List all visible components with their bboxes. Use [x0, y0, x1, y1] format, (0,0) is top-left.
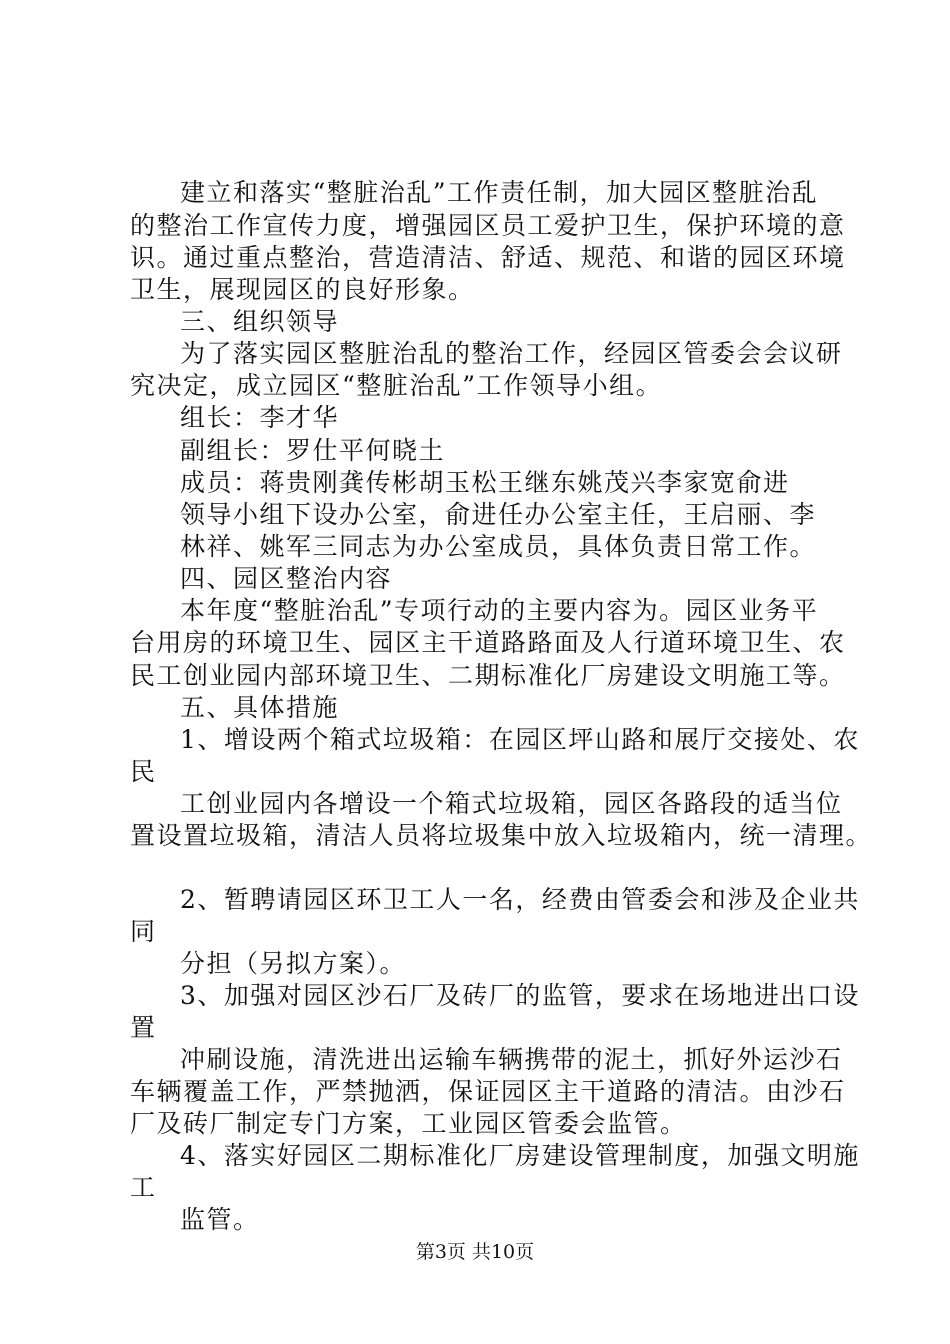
- paragraph-line: 台用房的环境卫生、园区主干道路路面及人行道环境卫生、农: [130, 628, 846, 657]
- paragraph-line: 4、落实好园区二期标准化厂房建设管理制度，加强文明施: [180, 1141, 860, 1170]
- paragraph-line: 民工创业园内部环境卫生、二期标准化厂房建设文明施工等。: [130, 661, 846, 690]
- paragraph-line: 3、加强对园区沙石厂及砖厂的监管，要求在场地进出口设: [180, 981, 860, 1010]
- paragraph-line: 副组长：罗仕平何晓土: [180, 436, 446, 465]
- paragraph-line: 工: [130, 1173, 157, 1202]
- paragraph-line: 厂及砖厂制定专门方案，工业园区管委会监管。: [130, 1109, 687, 1138]
- paragraph-line: 组长：李才华: [180, 403, 340, 432]
- page-number-footer: 第3页 共10页: [415, 1241, 535, 1263]
- paragraph-line: 究决定，成立园区“整脏治乱”工作领导小组。: [130, 371, 663, 400]
- paragraph-line: 领导小组下设办公室，俞进任办公室主任，王启丽、李: [180, 500, 817, 529]
- section-heading: 四、园区整治内容: [180, 564, 393, 593]
- paragraph-line: 的整治工作宣传力度，增强园区员工爱护卫生，保护环境的意: [130, 211, 846, 240]
- paragraph-line: 为了落实园区整脏治乱的整治工作，经园区管委会会议研: [180, 339, 843, 368]
- paragraph-line: 置设置垃圾箱，清洁人员将垃圾集中放入垃圾箱内，统一清理。: [130, 821, 873, 850]
- paragraph-line: 1、增设两个箱式垃圾箱：在园区坪山路和展厅交接处、农: [180, 725, 860, 754]
- paragraph-line: 监管。: [180, 1205, 260, 1234]
- paragraph-line: 冲刷设施，清洗进出运输车辆携带的泥土，抓好外运沙石: [180, 1045, 843, 1074]
- paragraph-line: 工创业园内各增设一个箱式垃圾箱，园区各路段的适当位: [180, 789, 843, 818]
- paragraph-line: 2、暂聘请园区环卫工人一名，经费由管委会和涉及企业共: [180, 885, 860, 914]
- paragraph-line: 车辆覆盖工作，严禁抛洒，保证园区主干道路的清洁。由沙石: [130, 1077, 846, 1106]
- paragraph-line: 同: [130, 917, 157, 946]
- paragraph-line: 分担（另拟方案）。: [180, 949, 407, 978]
- section-heading: 三、组织领导: [180, 307, 340, 336]
- section-heading: 五、具体措施: [180, 693, 340, 722]
- paragraph-line: 识。通过重点整治，营造清洁、舒适、规范、和谐的园区环境: [130, 243, 846, 272]
- paragraph-line: 本年度“整脏治乱”专项行动的主要内容为。园区业务平: [180, 596, 819, 625]
- paragraph-line: 成员：蒋贵刚龚传彬胡玉松王继东姚茂兴李家宽俞进: [180, 468, 790, 497]
- paragraph-line: 民: [130, 757, 157, 786]
- paragraph-line: 置: [130, 1013, 157, 1042]
- paragraph-line: 卫生，展现园区的良好形象。: [130, 275, 475, 304]
- paragraph-line: 建立和落实“整脏治乱”工作责任制，加大园区整脏治乱: [180, 178, 819, 207]
- paragraph-line: 林祥、姚军三同志为办公室成员，具体负责日常工作。: [180, 532, 817, 561]
